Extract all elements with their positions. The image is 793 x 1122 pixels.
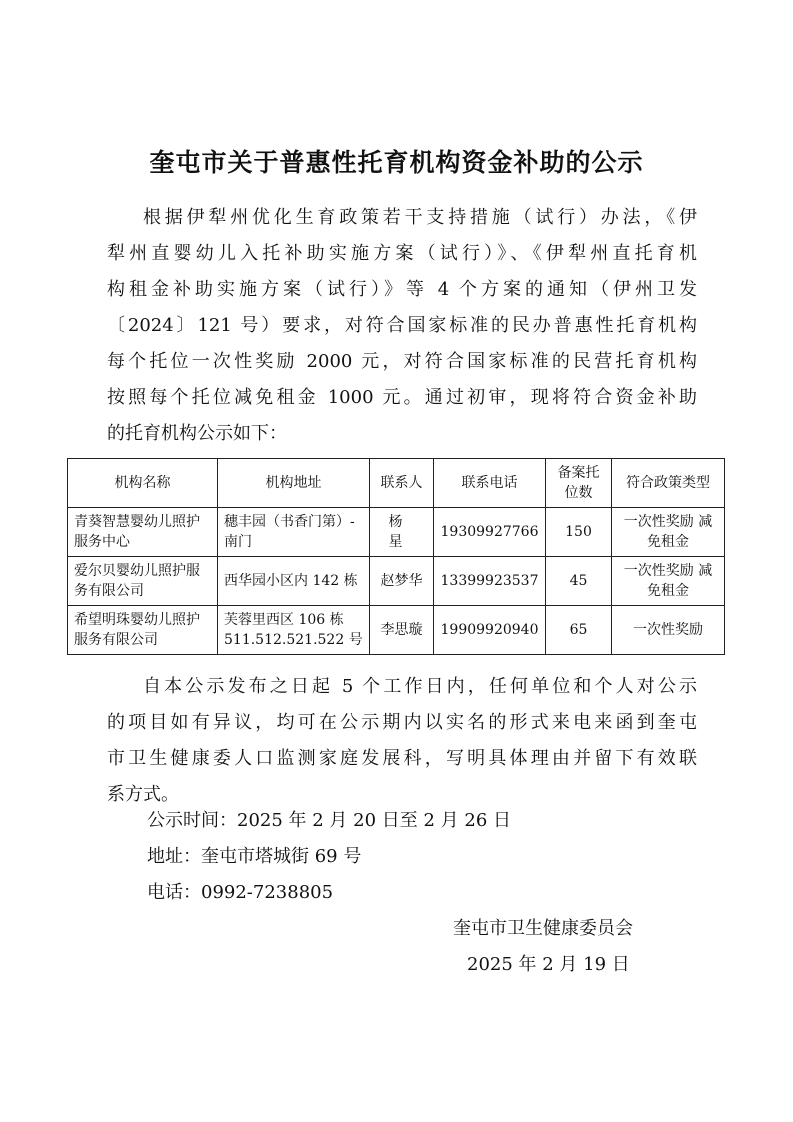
cell-policy: 一次性奖励 减免租金 <box>612 557 725 606</box>
cell-address: 穗丰园（书香门第）-南门 <box>218 508 370 557</box>
intro-line: 根据伊犁州优化生育政策若干支持措施（试行）办法，《伊 <box>143 207 697 228</box>
cell-name: 希望明珠婴幼儿照护服务有限公司 <box>68 606 218 655</box>
cell-phone: 13399923537 <box>434 557 546 606</box>
cell-phone: 19309927766 <box>434 508 546 557</box>
contact-phone: 电话：0992-7238805 <box>147 882 334 903</box>
cell-contact: 杨星 <box>370 508 434 557</box>
intro-line: 〔2024〕121 号）要求，对符合国家标准的民办普惠性托育机构 <box>107 315 697 336</box>
header-slots: 备案托位数 <box>546 459 612 508</box>
table-row <box>68 508 725 557</box>
cell-phone: 19909920940 <box>434 606 546 655</box>
objection-line: 系方式。 <box>107 784 179 805</box>
header-phone: 联系电话 <box>434 459 546 508</box>
header-contact: 联系人 <box>370 459 434 508</box>
cell-slots: 65 <box>546 606 612 655</box>
header-policy: 符合政策类型 <box>612 459 725 508</box>
cell-name: 爱尔贝婴幼儿照护服务有限公司 <box>68 557 218 606</box>
objection-paragraph <box>107 669 697 813</box>
cell-policy: 一次性奖励 减免租金 <box>612 508 725 557</box>
table-header-row <box>68 459 725 508</box>
intro-paragraph <box>107 200 697 452</box>
cell-contact: 李思璇 <box>370 606 434 655</box>
cell-contact: 赵梦华 <box>370 557 434 606</box>
intro-line: 构租金补助实施方案（试行）》等 4 个方案的通知（伊州卫发 <box>107 279 697 300</box>
contact-address: 地址：奎屯市塔城街 69 号 <box>147 846 362 867</box>
objection-line: 自本公示发布之日起 5 个工作日内，任何单位和个人对公示 <box>143 676 697 697</box>
intro-line: 按照每个托位减免租金 1000 元。通过初审，现将符合资金补助 <box>107 387 697 408</box>
cell-name: 青葵智慧婴幼儿照护服务中心 <box>68 508 218 557</box>
objection-line: 市卫生健康委人口监测家庭发展科，写明具体理由并留下有效联 <box>107 748 697 769</box>
header-address: 机构地址 <box>218 459 370 508</box>
intro-line: 的托育机构公示如下： <box>107 423 287 444</box>
intro-line: 犁州直婴幼儿入托补助实施方案（试行）》、《伊犁州直托育机 <box>107 243 697 264</box>
table-row <box>68 557 725 606</box>
header-name: 机构名称 <box>68 459 218 508</box>
publicity-period: 公示时间：2025 年 2 月 20 日至 2 月 26 日 <box>147 810 512 831</box>
intro-line: 每个托位一次性奖励 2000 元，对符合国家标准的民营托育机构 <box>107 351 697 372</box>
cell-policy: 一次性奖励 <box>612 606 725 655</box>
document-title: 奎屯市关于普惠性托育机构资金补助的公示 <box>149 148 644 177</box>
signature-organization: 奎屯市卫生健康委员会 <box>453 918 633 939</box>
cell-slots: 45 <box>546 557 612 606</box>
cell-slots: 150 <box>546 508 612 557</box>
signature-date: 2025 年 2 月 19 日 <box>467 954 630 975</box>
cell-address: 芙蓉里西区 106 栋 511.512.521.522 号 <box>218 606 370 655</box>
objection-line: 的项目如有异议，均可在公示期内以实名的形式来电来函到奎屯 <box>107 712 697 733</box>
subsidy-table <box>67 458 725 655</box>
cell-address: 西华园小区内 142 栋 <box>218 557 370 606</box>
table-row <box>68 606 725 655</box>
